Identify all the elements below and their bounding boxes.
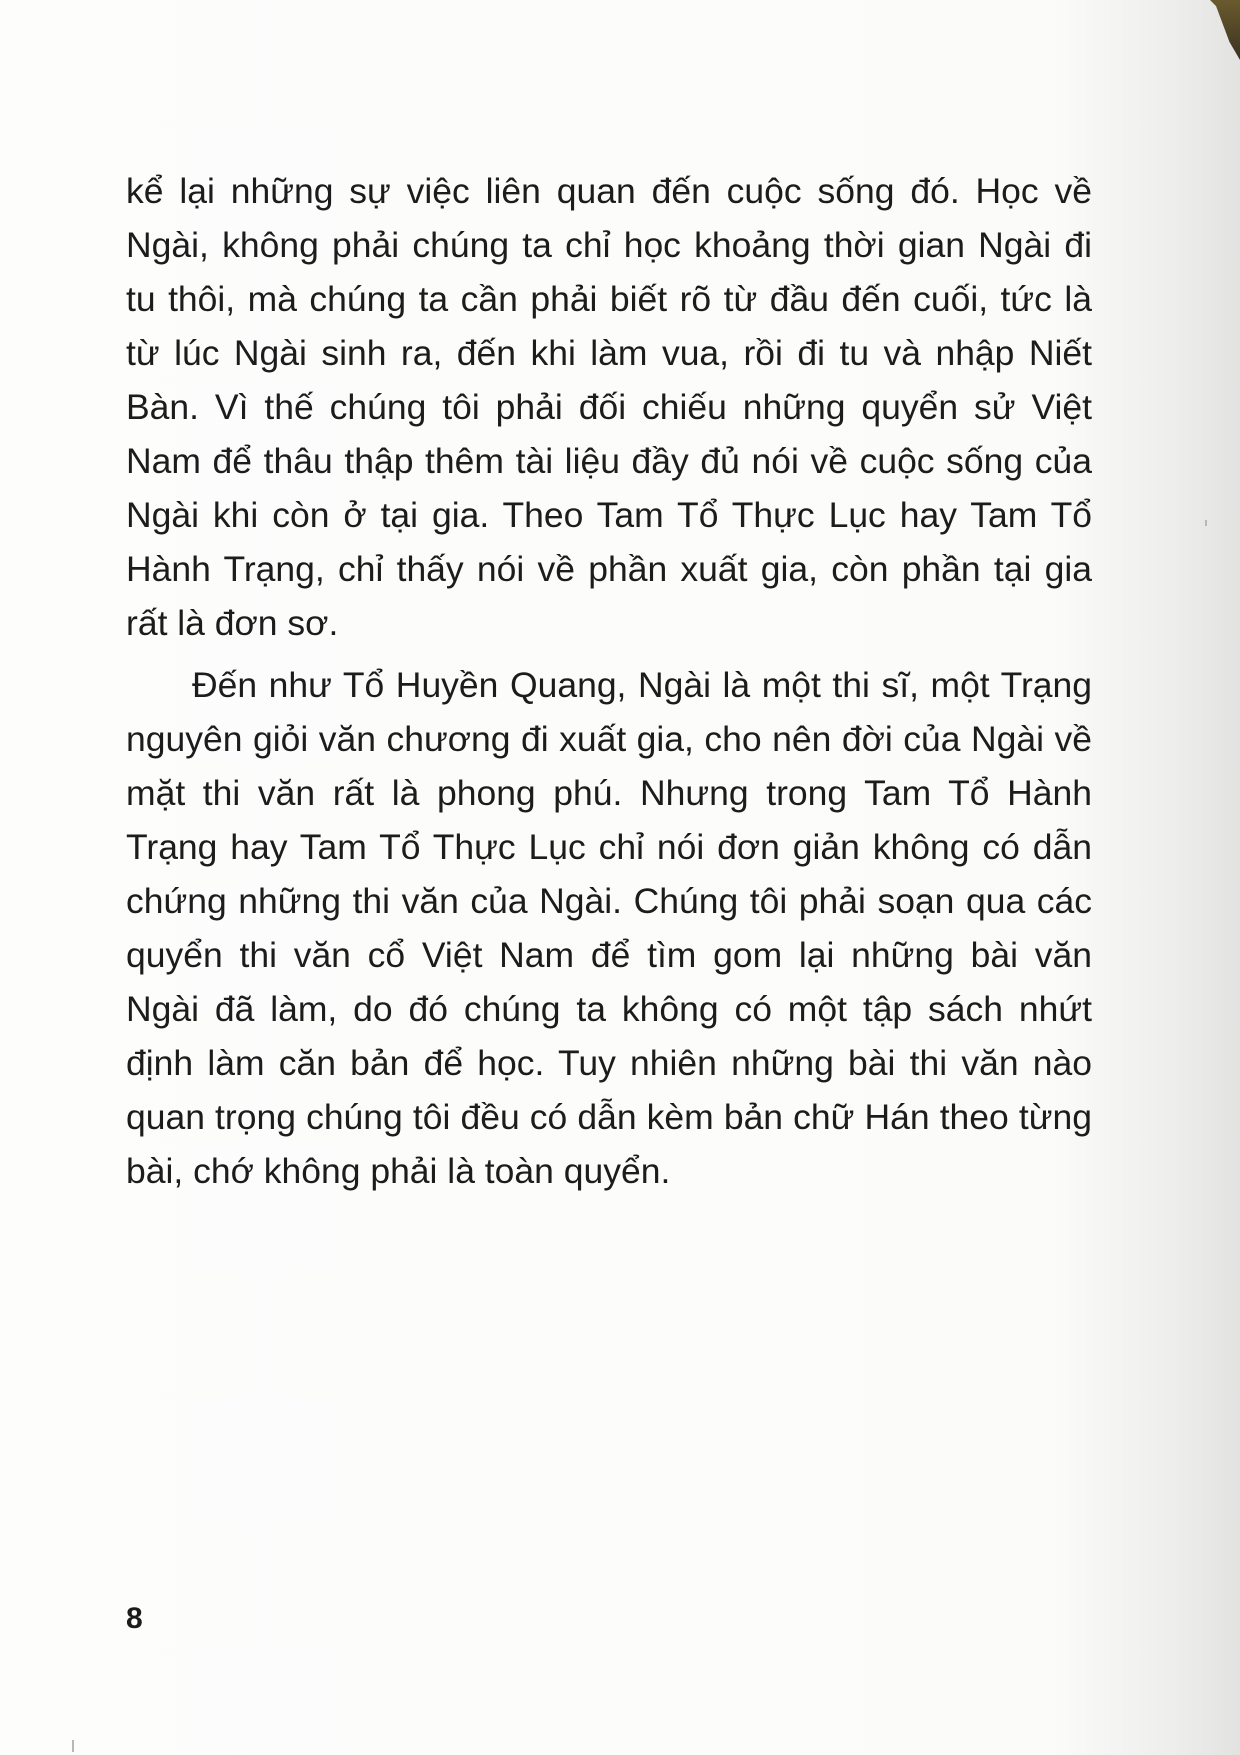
scan-mark [72, 1740, 74, 1752]
page-corner-tab [1210, 0, 1240, 60]
scan-mark [1205, 520, 1207, 526]
paragraph-1: kể lại những sự việc liên quan đến cuộc sống đó. Học về Ngài, không phải chúng ta chỉ học khoảng thời gian Ngài đi tu thôi, mà chúng ta cần phải biết rõ từ đầu đến cuối, tức là từ lúc Ngài sinh ra, đến khi làm vua, rồi đi tu và nhập Niết Bàn. Vì thế chúng tôi phải đối chiếu những quyển sử Việt Nam để thâu thập thêm tài liệu đầy đủ nói về cuộc sống của Ngài khi còn ở tại gia. Theo Tam Tổ Thực Lục hay Tam Tổ Hành Trạng, chỉ thấy nói về phần xuất gia, còn phần tại gia rất là đơn sơ. [126, 171, 1092, 643]
paragraph-2: Đến như Tổ Huyền Quang, Ngài là một thi sĩ, một Trạng nguyên giỏi văn chương đi xuất gia, cho nên đời của Ngài về mặt thi văn rất là phong phú. Nhưng trong Tam Tổ Hành Trạng hay Tam Tổ Thực Lục chỉ nói đơn giản không có dẫn chứng những thi văn của Ngài. Chúng tôi phải soạn qua các quyển thi văn cổ Việt Nam để tìm gom lại những bài văn Ngài đã làm, do đó chúng ta không có một tập sách nhứt định làm căn bản để học. Tuy nhiên những bài thi văn nào quan trọng chúng tôi đều có dẫn kèm bản chữ Hán theo từng bài, chớ không phải là toàn quyển. [126, 665, 1092, 1191]
page-number: 8 [126, 1602, 143, 1635]
body-text [126, 164, 1092, 1198]
